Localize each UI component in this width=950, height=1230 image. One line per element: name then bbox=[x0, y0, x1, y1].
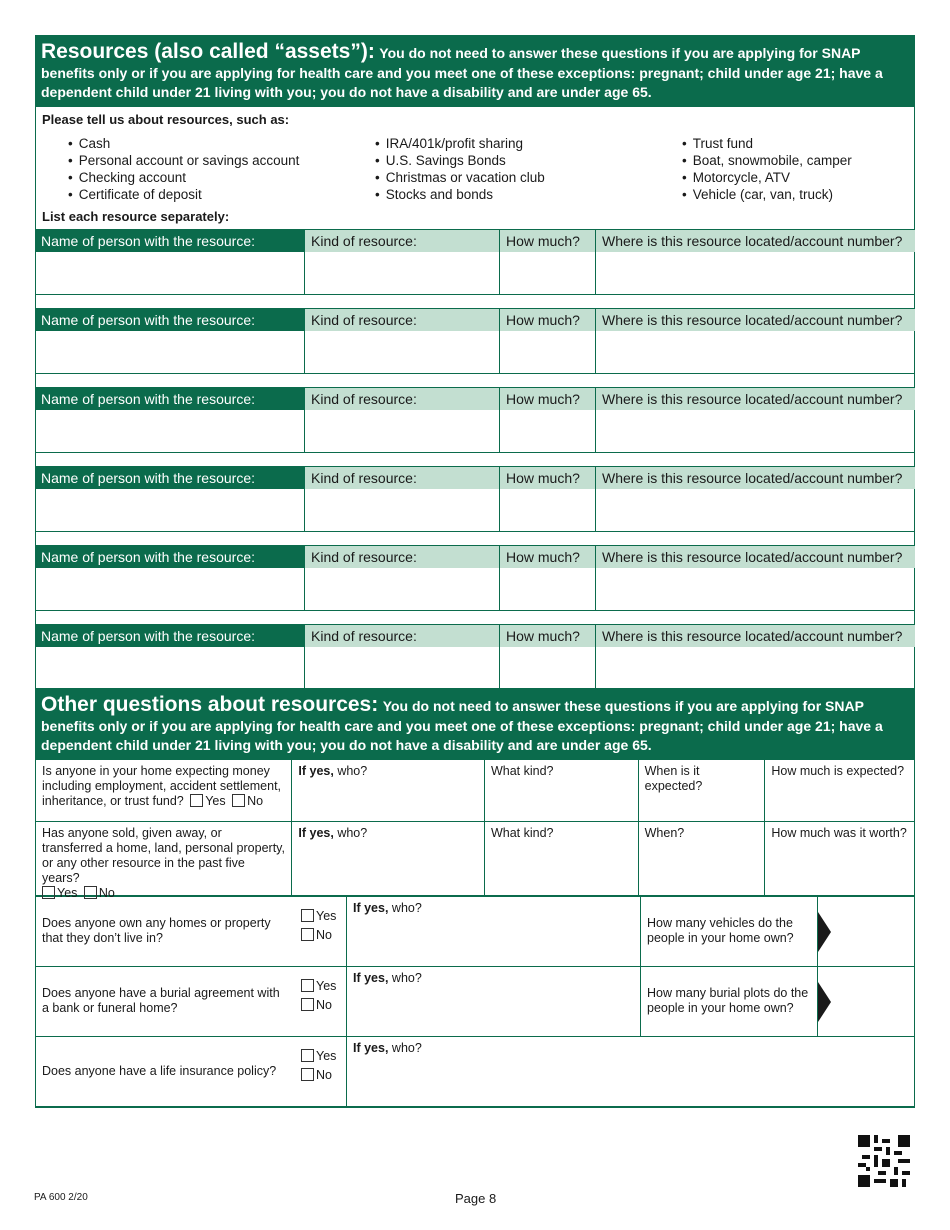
resources-section bbox=[35, 35, 915, 690]
resource-example: • Boat, snowmobile, camper bbox=[682, 152, 852, 169]
resource-entry-header bbox=[35, 388, 915, 410]
kind-field[interactable] bbox=[304, 647, 499, 689]
resource-entry bbox=[35, 388, 915, 467]
burial-who-field[interactable]: If yes, who? bbox=[346, 967, 640, 1036]
life-yes-checkbox[interactable] bbox=[301, 1049, 314, 1062]
resource-example: • Cash bbox=[68, 135, 375, 152]
resource-entry-fields bbox=[35, 489, 915, 532]
resource-entry bbox=[35, 309, 915, 388]
other-questions-grid bbox=[35, 760, 915, 1108]
amount-field[interactable] bbox=[499, 647, 595, 689]
person-header: Name of person with the resource: bbox=[35, 467, 304, 489]
resource-entry bbox=[35, 625, 915, 690]
kind-field[interactable] bbox=[304, 489, 499, 531]
other-header bbox=[35, 688, 915, 760]
resources-header bbox=[35, 35, 915, 107]
amount-field[interactable] bbox=[499, 331, 595, 373]
person-field[interactable] bbox=[36, 489, 304, 531]
page-number: Page 8 bbox=[455, 1191, 497, 1206]
person-field[interactable] bbox=[36, 568, 304, 610]
resource-example: • Motorcycle, ATV bbox=[682, 169, 852, 186]
life-no-checkbox[interactable] bbox=[301, 1068, 314, 1081]
kind-field[interactable] bbox=[304, 568, 499, 610]
location-header: Where is this resource located/account number? bbox=[595, 388, 915, 410]
life-insurance-row bbox=[36, 1037, 914, 1107]
resource-entry bbox=[35, 230, 915, 309]
other-note: You do not need to answer these questions if you are applying for SNAP benefits only or if you are applying for health care and you meet one of these exceptions: pregnant; child under age 21; have a dependent child under 21 living with you; you do not have a disability and are under age 65. bbox=[41, 698, 883, 754]
resources-note: You do not need to answer these questions if you are applying for SNAP benefits only or if you are applying for health care and you meet one of these exceptions: pregnant; child under age 21; have a dependent child under 21 living with you; you do not have a disability and are under age 65. bbox=[41, 45, 883, 101]
life-yes-no: Yes No bbox=[292, 1037, 346, 1106]
sold-resource-question: Has anyone sold, given away, or transferred a home, land, personal property, or any other resource in the past five years? Yes No bbox=[42, 825, 285, 900]
location-header: Where is this resource located/account number? bbox=[595, 467, 915, 489]
expect-yes-checkbox[interactable] bbox=[190, 794, 203, 807]
resource-example: • Personal account or savings account bbox=[68, 152, 375, 169]
location-header: Where is this resource located/account number? bbox=[595, 309, 915, 331]
row-gap bbox=[35, 295, 915, 309]
examples-column-3 bbox=[682, 135, 852, 203]
plots-count-field[interactable] bbox=[817, 967, 914, 1036]
property-row bbox=[36, 897, 914, 967]
burial-row bbox=[36, 967, 914, 1037]
sold-kind-field[interactable]: What kind? bbox=[484, 822, 638, 895]
amount-header: How much? bbox=[499, 230, 595, 252]
kind-header: Kind of resource: bbox=[304, 309, 499, 331]
resource-example: • IRA/401k/profit sharing bbox=[375, 135, 682, 152]
person-field[interactable] bbox=[36, 647, 304, 689]
form-id: PA 600 2/20 bbox=[34, 1192, 88, 1203]
row-gap bbox=[35, 611, 915, 625]
resource-entry-fields bbox=[35, 410, 915, 453]
other-questions-section bbox=[35, 688, 915, 1108]
amount-field[interactable] bbox=[499, 252, 595, 294]
location-field[interactable] bbox=[595, 489, 914, 531]
row-gap bbox=[35, 453, 915, 467]
expect-when-field[interactable]: When is it expected? bbox=[638, 760, 765, 821]
property-question: Does anyone own any homes or property that they don’t live in? bbox=[42, 916, 271, 946]
kind-header: Kind of resource: bbox=[304, 467, 499, 489]
resource-example: • Checking account bbox=[68, 169, 375, 186]
expected-money-question: Is anyone in your home expecting money including employment, accident settlement, inheritance, or trust fund? Yes No bbox=[42, 763, 282, 808]
person-header: Name of person with the resource: bbox=[35, 388, 304, 410]
person-header: Name of person with the resource: bbox=[35, 309, 304, 331]
amount-header: How much? bbox=[499, 467, 595, 489]
location-field[interactable] bbox=[595, 568, 914, 610]
kind-header: Kind of resource: bbox=[304, 388, 499, 410]
plots-question: How many burial plots do the people in your home own? bbox=[640, 967, 817, 1036]
expected-money-row bbox=[36, 760, 914, 822]
sold-who-field[interactable]: If yes, who? bbox=[291, 822, 484, 895]
resource-entry bbox=[35, 546, 915, 625]
resource-entry-fields bbox=[35, 568, 915, 611]
amount-header: How much? bbox=[499, 625, 595, 647]
kind-field[interactable] bbox=[304, 331, 499, 373]
row-gap bbox=[35, 532, 915, 546]
kind-header: Kind of resource: bbox=[304, 625, 499, 647]
vehicles-question: How many vehicles do the people in your home own? bbox=[640, 897, 817, 966]
resource-entry-header bbox=[35, 230, 915, 252]
person-field[interactable] bbox=[36, 410, 304, 452]
person-field[interactable] bbox=[36, 252, 304, 294]
person-header: Name of person with the resource: bbox=[35, 625, 304, 647]
resource-example: • Vehicle (car, van, truck) bbox=[682, 186, 852, 203]
expect-amount-field[interactable]: How much is expected? bbox=[764, 760, 914, 821]
expect-kind-field[interactable]: What kind? bbox=[484, 760, 638, 821]
resource-table bbox=[35, 230, 915, 690]
resource-entry-header bbox=[35, 625, 915, 647]
vehicles-count-field[interactable] bbox=[817, 897, 914, 966]
expect-no-checkbox[interactable] bbox=[232, 794, 245, 807]
amount-field[interactable] bbox=[499, 410, 595, 452]
examples-column-2 bbox=[375, 135, 682, 203]
other-title: Other questions about resources: bbox=[41, 693, 379, 716]
amount-header: How much? bbox=[499, 546, 595, 568]
resource-entry-header bbox=[35, 467, 915, 489]
resource-examples bbox=[36, 129, 914, 203]
resource-entry-header bbox=[35, 309, 915, 331]
resources-intro-box bbox=[35, 107, 915, 230]
burial-no-checkbox[interactable] bbox=[301, 998, 314, 1011]
sold-resource-row bbox=[36, 822, 914, 900]
resource-entry bbox=[35, 467, 915, 546]
amount-field[interactable] bbox=[499, 568, 595, 610]
arrow-icon bbox=[818, 982, 831, 1022]
resources-intro: Please tell us about resources, such as: bbox=[42, 111, 290, 127]
location-header: Where is this resource located/account number? bbox=[595, 230, 915, 252]
qr-code-icon bbox=[858, 1135, 910, 1187]
list-label: List each resource separately: bbox=[42, 208, 230, 224]
examples-column-1 bbox=[68, 135, 375, 203]
sold-when-field[interactable]: When? bbox=[638, 822, 765, 895]
resource-entry-fields bbox=[35, 647, 915, 690]
life-insurance-question: Does anyone have a life insurance policy? bbox=[42, 1063, 277, 1078]
amount-field[interactable] bbox=[499, 489, 595, 531]
resources-title: Resources (also called “assets”): bbox=[41, 40, 375, 63]
property-who-field[interactable]: If yes, who? bbox=[346, 897, 640, 966]
burial-yes-no: Yes No bbox=[292, 967, 346, 1036]
amount-header: How much? bbox=[499, 309, 595, 331]
kind-header: Kind of resource: bbox=[304, 230, 499, 252]
location-field[interactable] bbox=[595, 331, 914, 373]
resource-entry-fields bbox=[35, 331, 915, 374]
location-header: Where is this resource located/account number? bbox=[595, 546, 915, 568]
resource-example: • Trust fund bbox=[682, 135, 852, 152]
kind-field[interactable] bbox=[304, 410, 499, 452]
burial-yes-checkbox[interactable] bbox=[301, 979, 314, 992]
property-no-checkbox[interactable] bbox=[301, 928, 314, 941]
person-header: Name of person with the resource: bbox=[35, 230, 304, 252]
resource-example: • U.S. Savings Bonds bbox=[375, 152, 682, 169]
sold-worth-field[interactable]: How much was it worth? bbox=[764, 822, 914, 895]
location-field[interactable] bbox=[595, 252, 914, 294]
location-header: Where is this resource located/account number? bbox=[595, 625, 915, 647]
property-yes-checkbox[interactable] bbox=[301, 909, 314, 922]
amount-header: How much? bbox=[499, 388, 595, 410]
expect-who-field[interactable]: If yes, who? bbox=[291, 760, 484, 821]
arrow-icon bbox=[818, 912, 831, 952]
resource-example: • Stocks and bonds bbox=[375, 186, 682, 203]
row-gap bbox=[35, 374, 915, 388]
burial-question: Does anyone have a burial agreement with a bank or funeral home? bbox=[42, 986, 280, 1016]
life-who-field[interactable]: If yes, who? bbox=[346, 1037, 914, 1106]
property-yes-no: Yes No bbox=[292, 897, 346, 966]
resource-entry-header bbox=[35, 546, 915, 568]
location-field[interactable] bbox=[595, 410, 914, 452]
person-header: Name of person with the resource: bbox=[35, 546, 304, 568]
resource-example: • Certificate of deposit bbox=[68, 186, 375, 203]
resource-entry-fields bbox=[35, 252, 915, 295]
location-field[interactable] bbox=[595, 647, 914, 689]
resource-example: • Christmas or vacation club bbox=[375, 169, 682, 186]
kind-header: Kind of resource: bbox=[304, 546, 499, 568]
kind-field[interactable] bbox=[304, 252, 499, 294]
person-field[interactable] bbox=[36, 331, 304, 373]
